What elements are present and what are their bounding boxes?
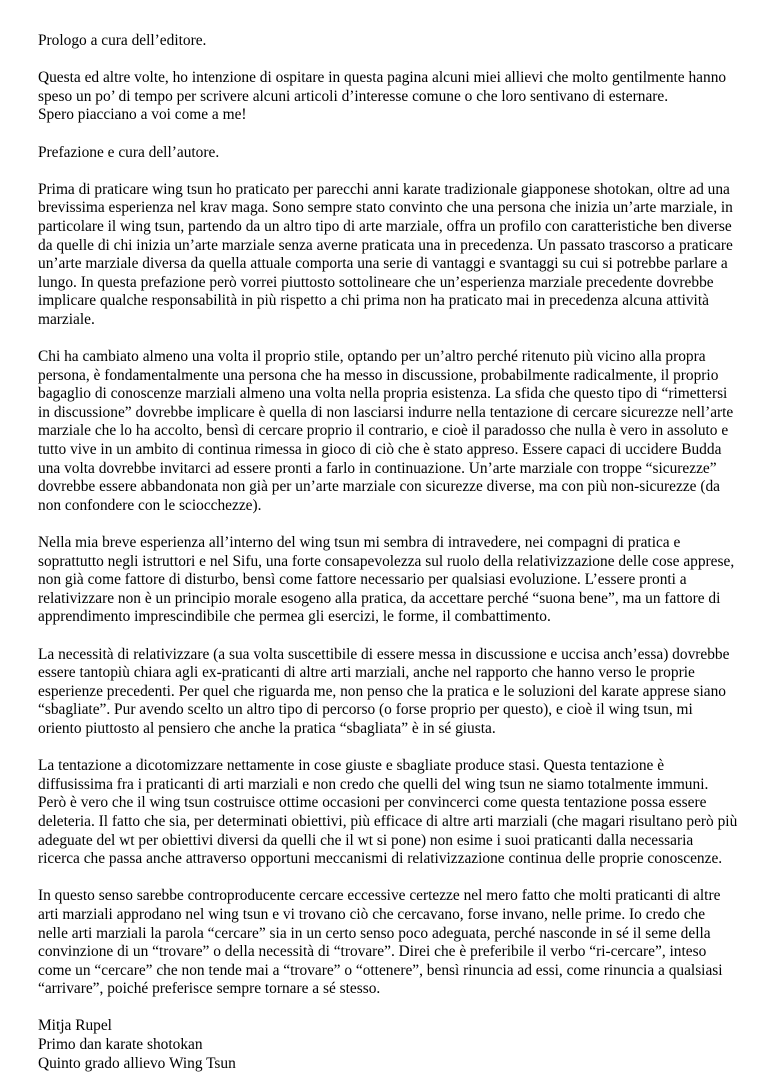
prologo-closing: Spero piacciano a voi come a me! xyxy=(38,106,247,124)
document-page xyxy=(38,32,738,1073)
body-paragraph-4: La necessità di relativizzare (a sua volta suscettibile di essere messa in discussione e uccisa anch’essa) dovrebbe essere tantopiù chiara agli ex-praticanti di altre arti marziali, anche nel rapporto che hanno verso le proprie esperienze precedenti. Per quel che riguarda me, non penso che la pratica e le soluzioni del karate apprese siano “sbagliate”. Pur avendo scelto un altro tipo di percorso (o forse proprio per questo), e cioè il wing tsun, mi oriento piuttosto al pensiero che anche la pratica “sbagliata” è in sé giusta. xyxy=(38,645,730,737)
body-paragraph-2: Chi ha cambiato almeno una volta il proprio stile, optando per un’altro perché ritenuto più vicino alla propra persona, è fondamentalmente una persona che ha messo in discussione, probabilmente radicalmente, il proprio bagaglio di conoscenze marziali almeno una volta nella propria esistenza. La sfida che questo tipo di “rimettersi in discussione” dovrebbe implicare è quella di non lasciarsi indurre nella tentazione di cercare sicurezze nell’arte marziale che lo ha accolto, bensì di cercare proprio il contrario, e cioè il paradosso che nulla è vero in assoluto e tutto vive in un ambito di continua rimessa in gioco di ciò che è stato appreso. Essere capaci di uccidere Budda una volta dovrebbe invitarci ad essere pronti a farlo in continuazione. Un’arte marziale con troppe “sicurezze” dovrebbe essere abbandonata non già per un’arte marziale con sicurezze diverse, ma con più non-sicurezze (da non confondere con le sciocchezze). xyxy=(38,348,734,514)
signature-block xyxy=(38,1017,738,1073)
prefazione-title: Prefazione e cura dell’autore. xyxy=(38,143,220,161)
signature-line-2: Quinto grado allievo Wing Tsun xyxy=(38,1054,236,1072)
signature-name: Mitja Rupel xyxy=(38,1017,112,1035)
body-paragraph-6: In questo senso sarebbe controproducente cercare eccessive certezze nel mero fatto che molti praticanti di altre arti marziali approdano nel wing tsun e vi trovano ciò che cercavano, forse invano, nelle prime. Io credo che nelle arti marziali la parola “cercare” sia in un certo senso poco adeguata, perché nasconde in sé il seme della convinzione di un “trovare” o della necessità di “trovare”. Direi che è preferibile il verbo “ri-cercare”, inteso come un “cercare” che non tende mai a “trovare” o “ottenere”, bensì rinuncia ad essi, come rinuncia a qualsiasi “arrivare”, poiché preferisce sempre tornare a sé stesso. xyxy=(38,887,723,998)
body-paragraph-3: Nella mia breve esperienza all’interno del wing tsun mi sembra di intravedere, nei compagni di pratica e soprattutto negli istruttori e nel Sifu, una forte consapevolezza sul ruolo della relativizzazione delle cose apprese, non già come fattore di disturbo, bensì come fattore necessario per qualsiasi evoluzione. L’essere pronti a relativizzare non è un principio morale esogeno alla pratica, da accettare perché “suona bene”, ma un fattore di apprendimento imprescindibile che permea gli esercizi, le forme, il combattimento. xyxy=(38,534,735,626)
prologo-title: Prologo a cura dell’editore. xyxy=(38,32,207,49)
prologo-text: Questa ed altre volte, ho intenzione di ospitare in questa pagina alcuni miei allievi che molto gentilmente hanno speso un po’ di tempo per scrivere alcuni articoli d’interesse comune o che loro sentivano di esternare. xyxy=(38,69,727,105)
signature-line-1: Primo dan karate shotokan xyxy=(38,1036,203,1054)
body-paragraph-1: Prima di praticare wing tsun ho praticato per parecchi anni karate tradizionale giapponese shotokan, oltre ad una brevissima esperienza nel krav maga. Sono sempre stato convinto che una persona che inizia un’arte marziale, in particolare il wing tsun, partendo da un altro tipo di arte marziale, offra un profilo con caratteristiche ben diverse da quelle di chi inizia un’arte marziale senza averne praticata una in precedenza. Un passato trascorso a praticare un’arte marziale diversa da quella attuale comporta una serie di vantaggi e svantaggi su cui si potrebbe parlare a lungo. In questa prefazione però vorrei piuttosto sottolineare che un’esperienza marziale precedente dovrebbe implicare qualche responsabilità in più rispetto a chi prima non ha praticato mai in precedenza alcuna attività marziale. xyxy=(38,180,733,328)
prologo-paragraph xyxy=(38,69,738,125)
body-paragraph-5: La tentazione a dicotomizzare nettamente in cose giuste e sbagliate produce stasi. Questa tentazione è diffusissima fra i praticanti di arti marziali e non credo che quelli del wing tsun ne siamo totalmente immuni. Però è vero che il wing tsun costruisce ottime occasioni per convincerci come questa tentazione possa essere deleteria. Il fatto che sia, per determinati obiettivi, più efficace di altre arti marziali (che magari risultano però più adeguate del wt per obiettivi diversi da quelli che il wt si pone) non esime i suoi praticanti dalla necessaria ricerca che passa anche attraverso opportuni meccanismi di relativizzazione continua delle proprie conoscenze. xyxy=(38,757,738,868)
